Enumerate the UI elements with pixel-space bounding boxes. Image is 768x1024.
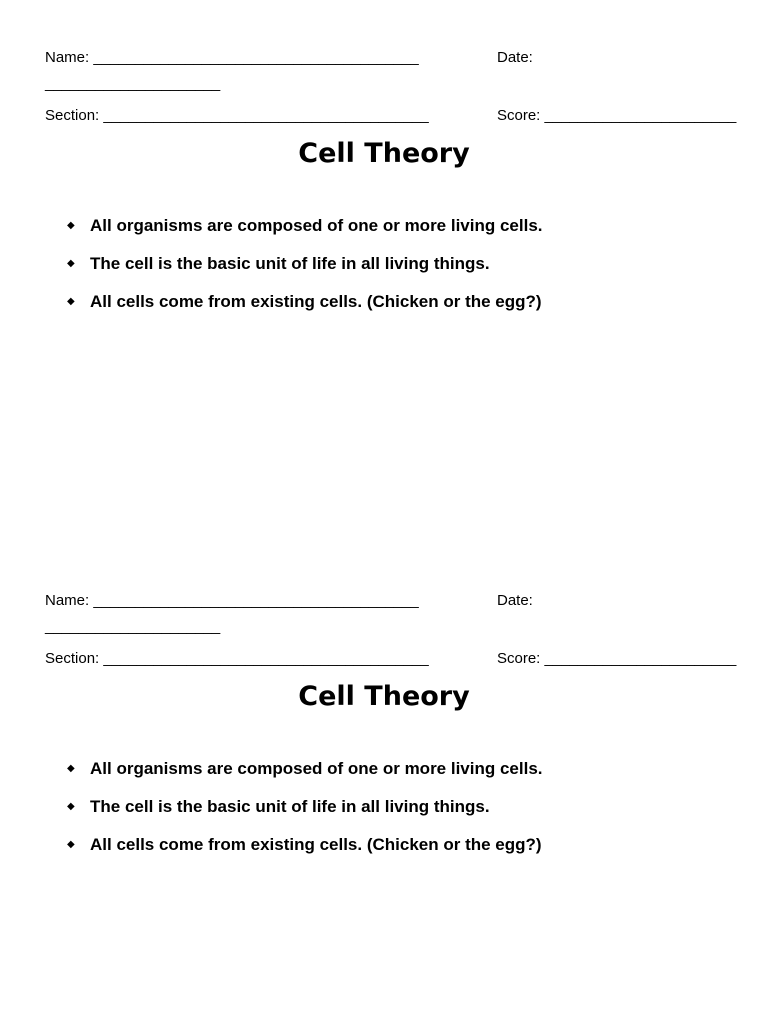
- cell-theory-list: [0, 757, 700, 871]
- list-item: [0, 214, 700, 252]
- list-item-text: All cells come from existing cells. (Chicken or the egg?): [90, 835, 542, 854]
- name-field: Name: _______________________________________: [45, 49, 419, 66]
- date-field: Date:: [497, 592, 533, 609]
- score-field: Score: _______________________: [497, 650, 737, 667]
- cell-theory-list: [0, 214, 700, 328]
- list-item-text: All organisms are composed of one or more living cells.: [90, 216, 543, 235]
- list-item-text: The cell is the basic unit of life in all living things.: [90, 797, 490, 816]
- list-item: [0, 252, 700, 290]
- date-line-wrapped: _____________________: [45, 618, 221, 635]
- page-title: Cell Theory: [298, 681, 470, 712]
- date-line-wrapped: _____________________: [45, 75, 221, 92]
- diamond-bullet-icon: ◆: [67, 220, 75, 231]
- diamond-bullet-icon: ◆: [67, 801, 75, 812]
- list-item-text: The cell is the basic unit of life in all living things.: [90, 254, 490, 273]
- list-item: [0, 795, 700, 833]
- diamond-bullet-icon: ◆: [67, 296, 75, 307]
- date-field: Date:: [497, 49, 533, 66]
- list-item-text: All organisms are composed of one or more living cells.: [90, 759, 543, 778]
- score-field: Score: _______________________: [497, 107, 737, 124]
- diamond-bullet-icon: ◆: [67, 763, 75, 774]
- section-field: Section: _______________________________________: [45, 107, 429, 124]
- name-field: Name: _______________________________________: [45, 592, 419, 609]
- diamond-bullet-icon: ◆: [67, 839, 75, 850]
- worksheet-top: [0, 0, 768, 330]
- worksheet-bottom: [0, 543, 768, 873]
- list-item: [0, 290, 700, 328]
- list-item-text: All cells come from existing cells. (Chicken or the egg?): [90, 292, 542, 311]
- diamond-bullet-icon: ◆: [67, 258, 75, 269]
- page-title: Cell Theory: [298, 138, 470, 169]
- section-field: Section: _______________________________________: [45, 650, 429, 667]
- list-item: [0, 757, 700, 795]
- list-item: [0, 833, 700, 871]
